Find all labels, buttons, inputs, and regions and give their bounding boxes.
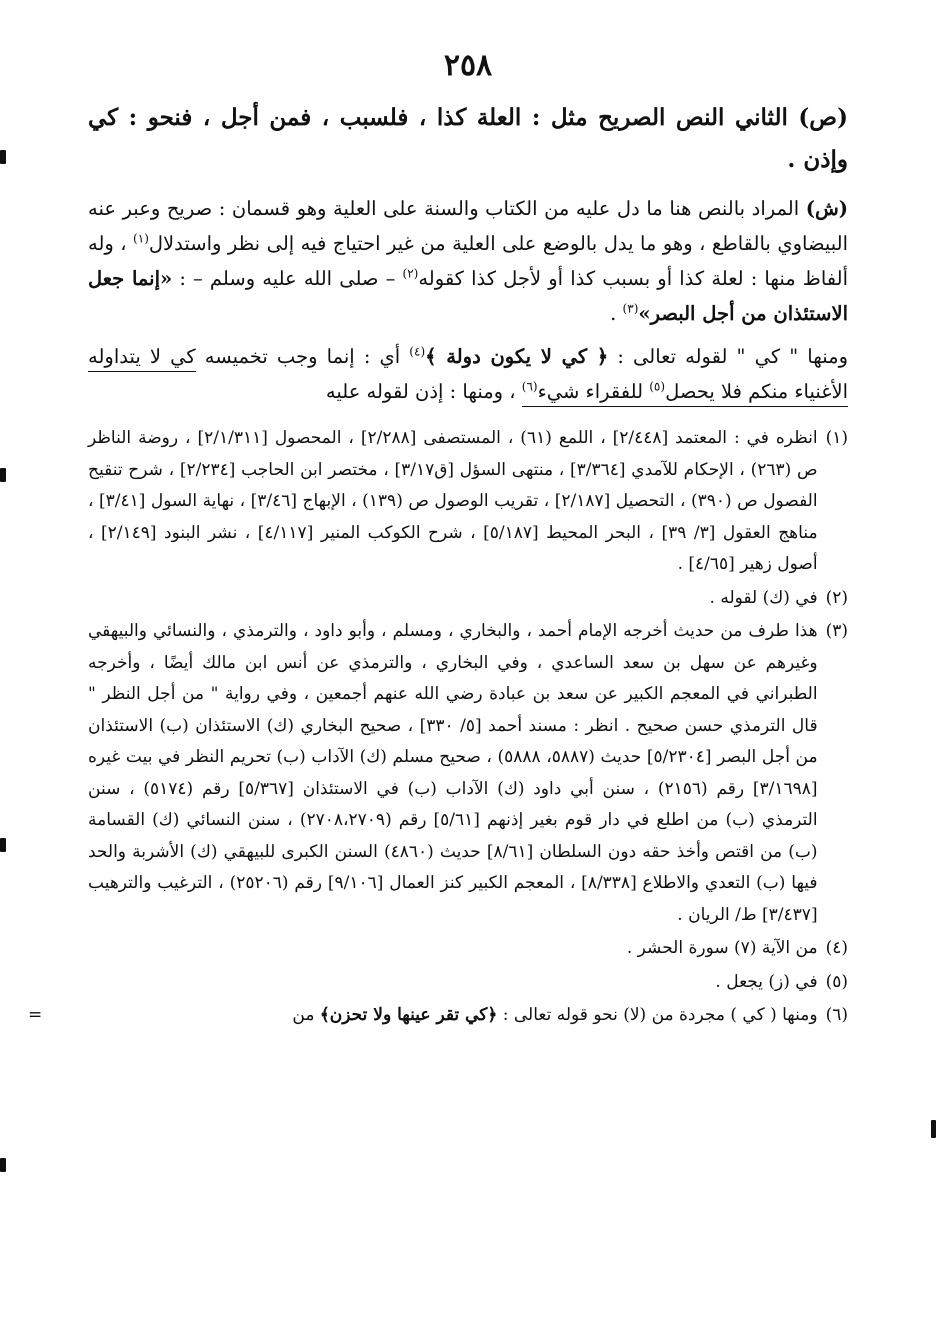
footnote-text: في (ز) يجعل . [715, 971, 818, 992]
sharh-text: ، وله ألفاظ منها : لعلة كذا أو بسبب كذا أو لأجل كذا كقوله [88, 232, 849, 290]
quran-quote: ﴿ كي لا يكون دولة ﴾ [425, 345, 609, 368]
footnote-ref[interactable]: (٤) [409, 344, 426, 359]
footnote-text [88, 1000, 818, 1032]
page [28, 48, 849, 1034]
footnote-text: انظره في : المعتمد [٢/٤٤٨] ، اللمع (٦١) ، المستصفى [٢/٢٨٨] ، المحصول [٢/١/٣١١] ، روضة الناظر ص (٢٦٣) ، الإحكام للآمدي [٣/٣٦٤] ، منتهى السؤل [ق٣/١٧] ، مختصر ابن الحاجب [٢/٢٣٤] ، شرح تنقيح الفصول ص (٣٩٠) ، التحصيل [٢/١٨٧] ، تقريب الوصول ص (١٣٩) ، الإبهاج [٣/٤٦] ، نهاية السول [٣/٤١] ، مناهج العقول [٣/ ٣٩] ، البحر المحيط [٥/١٨٧] ، شرح الكوكب المنير [٤/١١٧] ، نشر البنود [٢/١٤٩] ، أصول زهير [٤/٦٥] . [88, 428, 818, 574]
footnote-4 [88, 933, 848, 965]
footnote-2 [88, 583, 848, 615]
sad-paragraph: (ص) الثاني النص الصريح مثل : العلة كذا ، فلسبب ، فمن أجل ، فنحو : كي وإذن . [88, 104, 848, 173]
footnotes [28, 423, 848, 1032]
hadith-quote: «إنما جعل الاستئذان من أجل البصر» [88, 267, 848, 325]
kay-paragraph [88, 339, 848, 409]
footnote-ref[interactable]: (٦) [521, 379, 538, 394]
scan-mark [0, 150, 6, 164]
footnote-text-part: من [292, 1005, 320, 1025]
underlined-part: للفقراء شيء [537, 380, 650, 403]
sharh-text: المراد بالنص هنا ما دل عليه من الكتاب والسنة على العلية وهو قسمان : صريح وعبر عنه البيضاوي بالقاطع ، وهو ما يدل بالوضع على العلية من غير احتياج فيه إلى نظر واستدلال [88, 197, 848, 255]
underlined-part: كي لا يتداوله الأغنياء منكم فلا يحصل [88, 345, 848, 403]
kay-text: ومنها " كي " لقوله تعالى : [608, 345, 848, 368]
footnote-text: من الآية (٧) سورة الحشر . [626, 938, 818, 958]
footnote-5 [88, 967, 848, 999]
kay-text: أي : إنما وجب تخميسه [195, 345, 410, 368]
sharh-text: . [610, 302, 623, 325]
footnote-text-part: ومنها ( كي ) مجردة من (لا) نحو قوله تعالى : [497, 1005, 818, 1025]
sharh-paragraph [88, 191, 848, 331]
footnote-text: هذا طرف من حديث أخرجه الإمام أحمد ، والبخاري ، ومسلم ، وأبو داود ، والترمذي ، والنسائي والبيهقي وغيرهم عن سهل بن سعد الساعدي ، وفي البخاري ، والترمذي عن أنس ابن مالك أيضًا ، وأخرجه الطبراني في المعجم الكبير عن سعد بن عبادة رضي الله عنهم أجمعين ، وفي رواية " من أجل النظر " قال الترمذي حسن صحيح . انظر : مسند أحمد [٥/ ٣٣٠] ، صحيح البخاري (ك) الاستئذان (ب) الاستئذان من أجل البصر [٥/٢٣٠٤] حديث (٥٨٨٧، ٥٨٨٨) ، صحيح مسلم (ك) الآداب (ب) تحريم النظر في بيت غيره [٣/١٦٩٨] رقم (٢١٥٦) ، سنن أبي داود (ك) الآداب (ب) في الاستئذان [٥/٣٦٧] رقم (٥١٧٤) ، سنن الترمذي (ب) من اطلع في دار قوم بغير إذنهم [٥/٦١] رقم (٢٧٠٨،٢٧٠٩) ، سنن النسائي (ك) القسامة (ب) من اقتص وأخذ حقه دون السلطان [٨/٦١] حديث (٤٨٦٠) السنن الكبرى للبيهقي (ك) الأشربة والحد فيها (ب) التعدي والاطلاع [٨/٣٣٨] ، المعجم الكبير كنز العمال [٩/١٠٦] رقم (٢٥٢٠٦) ، الترغيب والترهيب [٣/٤٣٧] ط/ الريان . [88, 621, 818, 925]
quran-quote: ﴿كي تقر عينها ولا تحزن﴾ [319, 1005, 498, 1025]
kay-text: ، ومنها : إذن لقوله عليه [325, 380, 522, 403]
page-number: ٢٥٨ [443, 48, 493, 83]
scan-mark [0, 1158, 6, 1172]
footnote-ref[interactable]: (٢) [402, 266, 419, 281]
footnote-ref[interactable]: (١) [133, 231, 149, 246]
footnote-number: (٢) [825, 587, 848, 608]
footnote-ref[interactable]: (٣) [622, 301, 639, 316]
footnote-ref[interactable]: (٥) [649, 379, 666, 394]
footnote-number: (٦) [825, 1005, 848, 1025]
footnote-6 [28, 1000, 848, 1032]
footnote-text: في (ك) لقوله . [709, 587, 818, 608]
continuation-mark: = [28, 1005, 43, 1025]
footnote-number: (٣) [825, 621, 848, 641]
sharh-marker: (ش) [805, 197, 848, 220]
footnote-number: (٤) [825, 938, 848, 958]
scan-mark [0, 838, 6, 852]
footnote-number: (٥) [825, 971, 848, 992]
scan-mark [0, 468, 6, 482]
footnote-1 [88, 423, 848, 581]
footnote-3 [88, 616, 848, 931]
footnote-number: (١) [825, 428, 848, 448]
scan-mark [931, 1120, 936, 1138]
sharh-text: – صلى الله عليه وسلم – : [172, 267, 403, 290]
